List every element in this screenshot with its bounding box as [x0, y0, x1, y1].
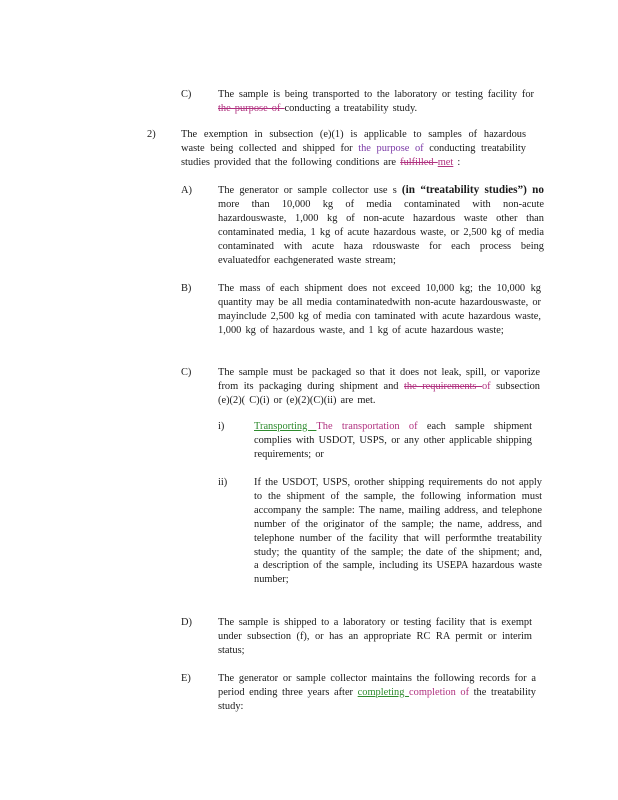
- item-text: The sample is shipped to a laboratory or testing facility that is exempt under subsection (f), or has an appropriate RC RA permit or interim status;: [218, 617, 532, 656]
- item-text: [218, 184, 544, 267]
- bold-text: (in “treatability studies”) no: [401, 184, 545, 196]
- text-run: more than 10,000 kg of media contaminated with non-acute hazardouswaste, 1,000 kg of non-acute hazardous waste other than contaminated media, 1 kg of acute hazardous waste, or 2,500 kg of media contaminated with acute haza rdouswaste for each process being evaluatedfor eachgenerated waste stream;: [218, 198, 544, 266]
- text-run: each sample shipment complies with USDOT, USPS, or any other applicable shipping requirements; or: [254, 421, 532, 460]
- text-run: The generator or sample collector use s: [218, 185, 402, 196]
- inserted-text: of: [481, 380, 491, 392]
- text-run: conducting treatability studies provided that the following conditions are: [181, 142, 526, 168]
- inserted-text: Transporting: [254, 421, 317, 432]
- deleted-text: the purpose of: [218, 102, 285, 114]
- item-label: ii): [218, 477, 228, 488]
- item-label: A): [181, 185, 192, 196]
- inserted-text: met: [437, 156, 454, 168]
- text-run: conducting a treatability study.: [284, 102, 418, 114]
- item-label: B): [181, 283, 192, 294]
- text-run: the treatability study:: [218, 686, 536, 712]
- deleted-text: the requirements: [404, 380, 482, 392]
- text-run: The sample is being transported to the laboratory or testing facility for: [218, 89, 534, 100]
- item-text: [218, 672, 536, 714]
- item-text: If the USDOT, USPS, orother shipping requirements do not apply to the shipment of the sample, the following information must accompany the sample: The name, mailing address, and telephone number of the originator of the sample; the name, address, and telephone number of the facility that will performthe treatability study; the quantity of the sample; the date of the shipment; and, a description of the sample, including its USEPA hazardous waste number;: [254, 477, 542, 586]
- item-text: [218, 88, 534, 116]
- item-label: D): [181, 617, 192, 628]
- text-run: The sample must be packaged so that it does not leak, spill, or vaporize from its packaging during shipment and: [218, 367, 540, 392]
- item-label: i): [218, 421, 225, 432]
- inserted-text: of: [408, 421, 418, 432]
- item-text: [181, 128, 526, 170]
- item-text: [218, 366, 540, 408]
- inserted-text: of: [460, 686, 470, 698]
- item-label: C): [181, 367, 192, 378]
- changed-text: completion: [409, 686, 456, 698]
- text-run: The exemption in subsection (e)(1) is applicable to samples of hazardous waste being collected and shipped for: [181, 129, 526, 154]
- deleted-text: fulfilled: [400, 156, 438, 168]
- item-text: [254, 420, 532, 462]
- inserted-text: completing: [357, 686, 410, 698]
- item-label: C): [181, 89, 192, 100]
- text-run: :: [453, 156, 461, 168]
- inserted-text: the purpose of: [358, 142, 424, 154]
- text-run: [400, 421, 409, 432]
- item-label: E): [181, 673, 191, 684]
- item-label: 2): [147, 129, 156, 140]
- text-run: The generator or sample collector maintains the following records for a period ending three years after: [218, 673, 536, 698]
- changed-text: The transportation: [316, 421, 400, 432]
- item-text: The mass of each shipment does not exceed 10,000 kg; the 10,000 kg quantity may be all media contaminatedwith non-acute hazardouswaste, or mayinclude 2,500 kg of media con taminated with acute hazardous waste, 1,000 kg of hazardous waste, and 1 kg of acute hazardous waste;: [218, 283, 541, 336]
- text-run: subsection (e)(2)( C)(i) or (e)(2)(C)(ii) are met.: [218, 380, 541, 406]
